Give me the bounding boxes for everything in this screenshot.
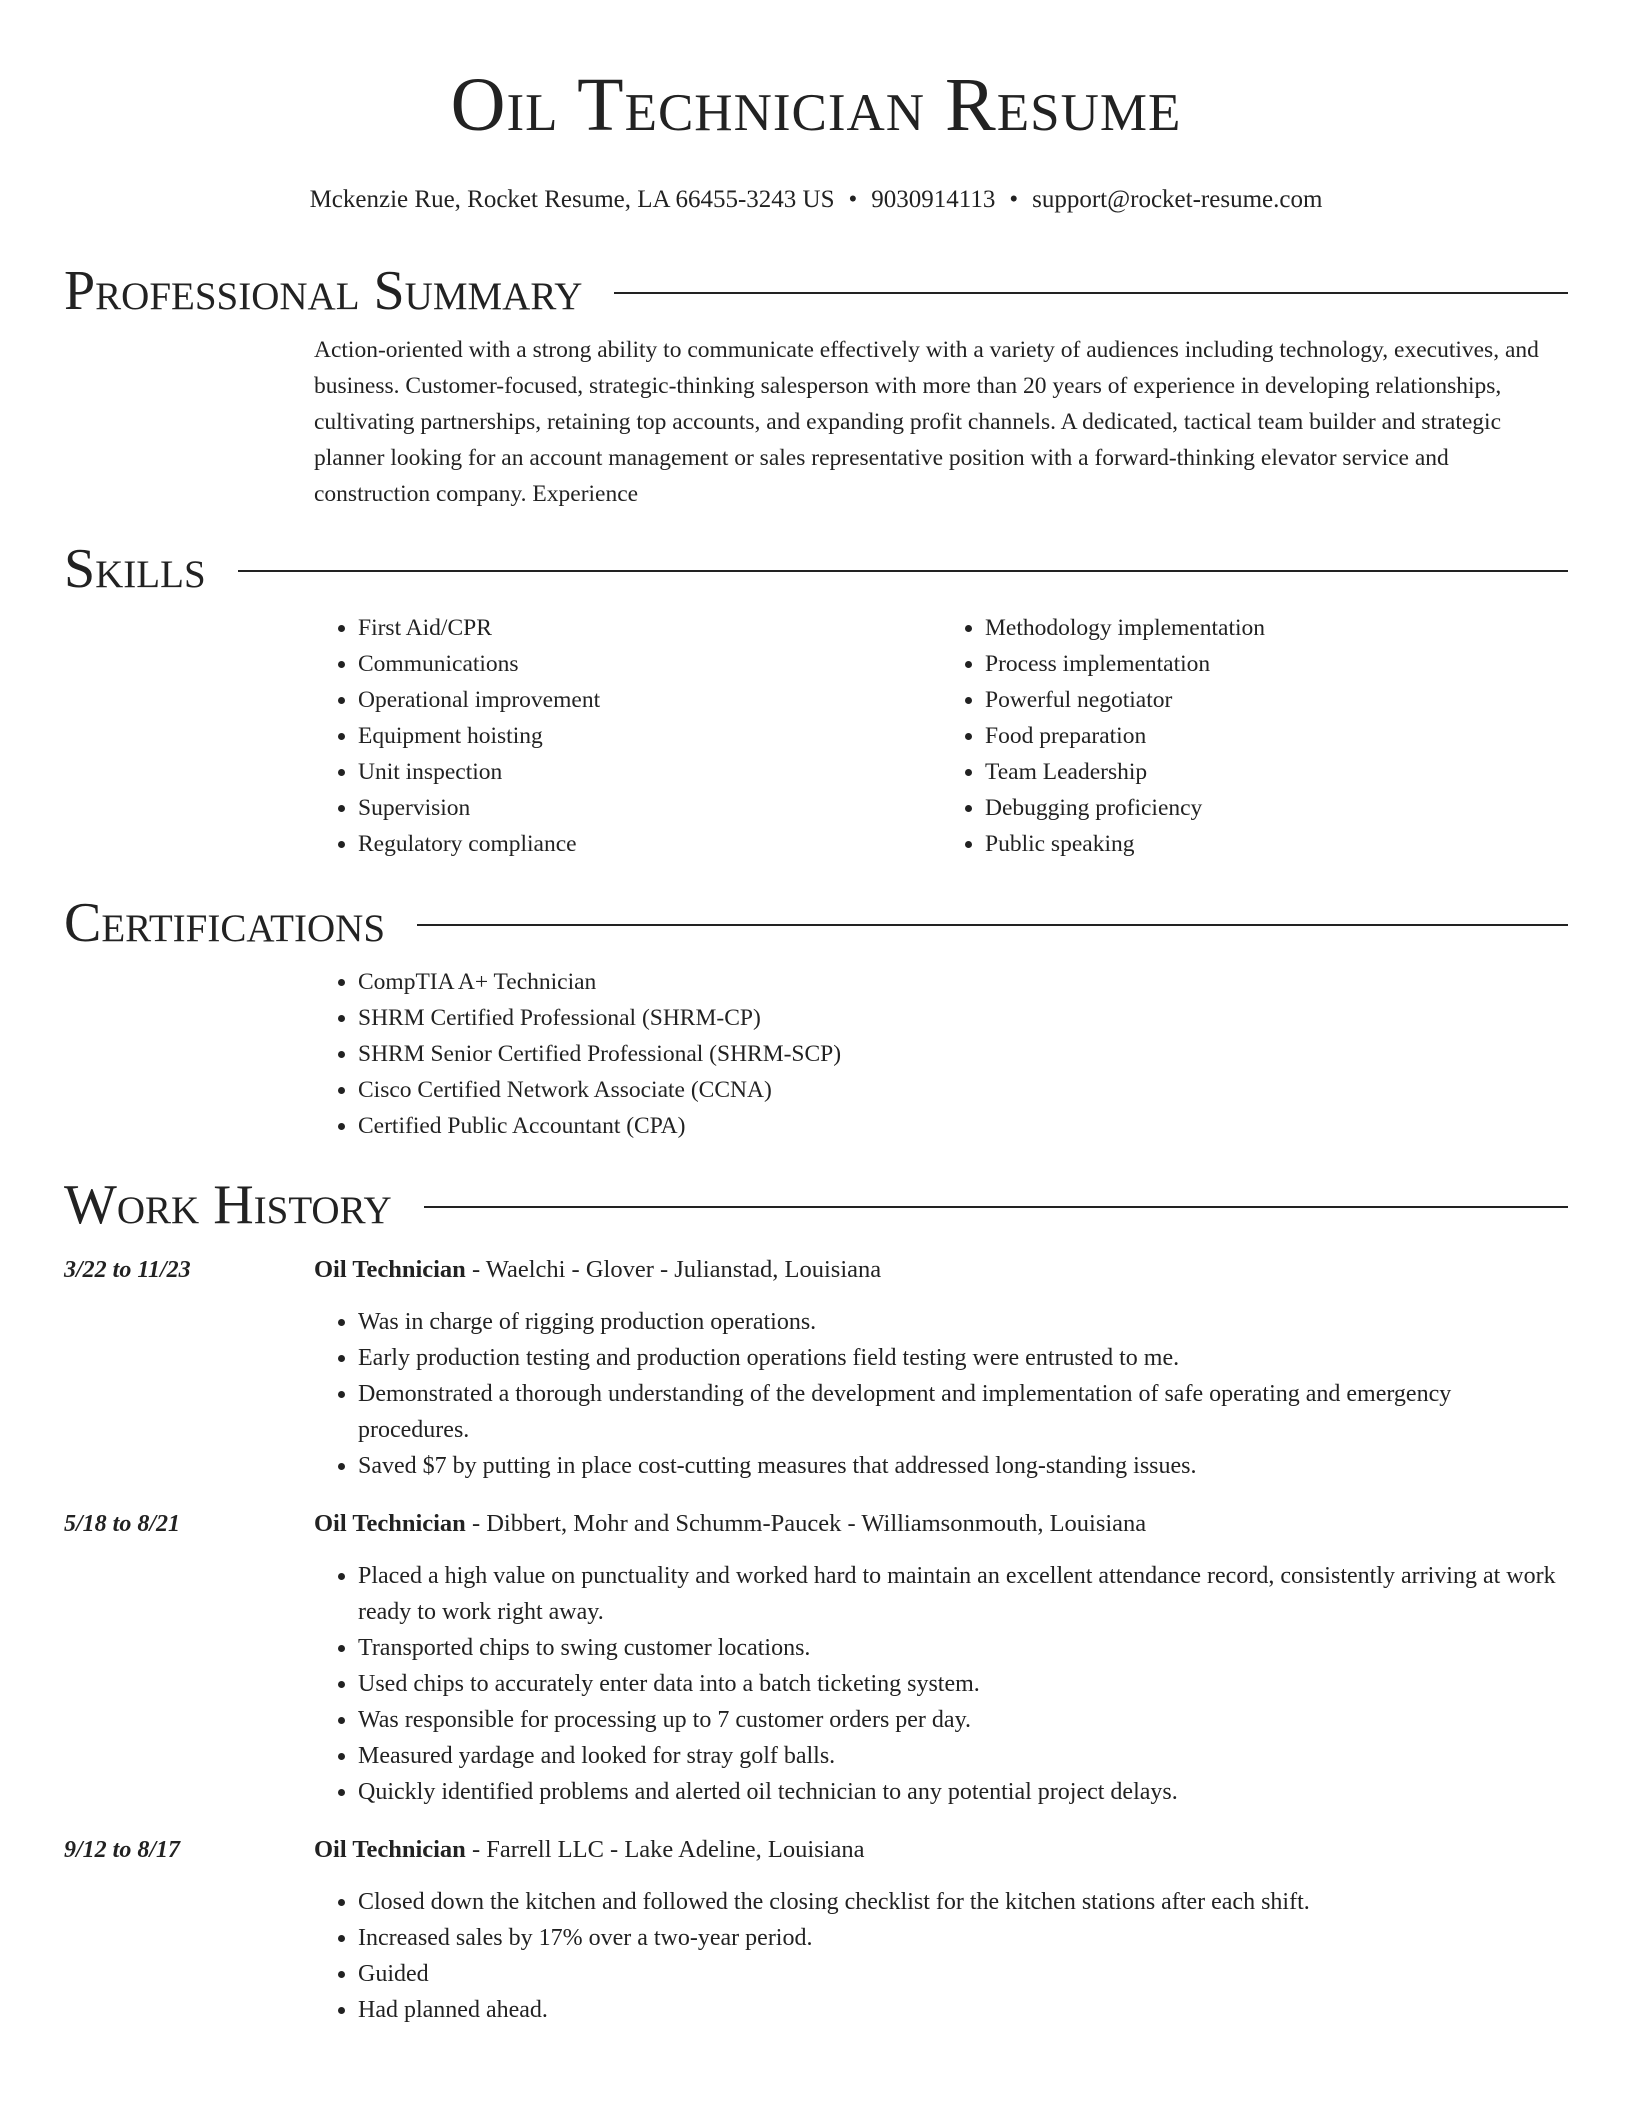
job-bullets [314,1884,1568,2028]
skill-item: • Public speaking [985,826,1568,862]
job-bullet: • Placed a high value on punctuality and worked hard to maintain an excellent attendance record, consistently arriving at work ready to work right away. [358,1558,1568,1630]
summary-heading: Professional Summary [64,260,583,322]
job-dates: 5/18 to 8/21 [64,1511,181,1537]
skill-item: • Debugging proficiency [985,790,1568,826]
skills-column-right [941,610,1568,862]
job-bullet: • Used chips to accurately enter data into a batch ticketing system. [358,1666,1568,1702]
job-details [314,1832,1568,2028]
skill-item: • Process implementation [985,646,1568,682]
job-bullet: • Guided [358,1956,1568,1992]
job-bullet: • Quickly identified problems and alerted oil technician to any potential project delays. [358,1774,1568,1810]
job-heading [314,1506,1568,1542]
skill-item: • Food preparation [985,718,1568,754]
summary-section-header [64,260,1568,322]
contact-address: Mckenzie Rue, Rocket Resume, LA 66455-3243 US [309,186,835,213]
certifications-items [314,964,1568,1144]
contact-separator: • [848,186,858,213]
section-divider [614,292,1568,294]
certifications-list [314,964,1568,1144]
certification-item: • Cisco Certified Network Associate (CCNA) [358,1072,1568,1108]
job-entry [64,1252,1568,1484]
job-entry [64,1832,1568,2028]
certification-item: • SHRM Senior Certified Professional (SHRM-SCP) [358,1036,1568,1072]
job-employer-location: - Dibbert, Mohr and Schumm-Paucek - Williamsonmouth, Louisiana [465,1510,1147,1537]
skill-item: • Methodology implementation [985,610,1568,646]
skill-item: • Regulatory compliance [358,826,941,862]
job-title: Oil Technician [314,1256,466,1283]
summary-text: Action-oriented with a strong ability to communicate effectively with a variety of audiences including technology, executives, and business. Customer-focused, strategic-thinking salesperson with more than 20 years of experience in developing relationships, cultivating partnerships, retaining top accounts, and expanding profit channels. A dedicated, tactical team builder and strategic planner looking for an account management or sales representative position with a forward-thinking elevator service and construction company. Experience [314,337,1539,507]
job-details [314,1506,1568,1810]
job-bullet: • Measured yardage and looked for stray golf balls. [358,1738,1568,1774]
skill-item: • Powerful negotiator [985,682,1568,718]
section-divider [238,570,1568,572]
skill-item: • Operational improvement [358,682,941,718]
work-section-header [64,1174,1568,1236]
job-employer-location: - Farrell LLC - Lake Adeline, Louisiana [465,1836,865,1863]
certification-item: • CompTIA A+ Technician [358,964,1568,1000]
job-bullets [314,1558,1568,1810]
job-heading [314,1252,1568,1288]
job-details [314,1252,1568,1484]
contact-phone: 9030914113 [871,186,996,213]
job-bullet: • Was responsible for processing up to 7 customer orders per day. [358,1702,1568,1738]
skill-item: • Equipment hoisting [358,718,941,754]
skill-item: • Supervision [358,790,941,826]
certification-item: • Certified Public Accountant (CPA) [358,1108,1568,1144]
job-bullets [314,1304,1568,1484]
work-history-list [64,1252,1568,2028]
job-entry [64,1506,1568,1810]
work-heading: Work History [64,1174,392,1236]
job-title: Oil Technician [314,1836,466,1863]
contact-separator: • [1009,186,1019,213]
skills-heading: Skills [64,538,206,600]
resume-title: Oil Technician Resume [450,63,1182,147]
job-bullet: • Saved $7 by putting in place cost-cutting measures that addressed long-standing issues. [358,1448,1568,1484]
job-bullet: • Was in charge of rigging production operations. [358,1304,1568,1340]
job-bullet: • Transported chips to swing customer locations. [358,1630,1568,1666]
certifications-heading: Certifications [64,892,386,954]
certification-item: • SHRM Certified Professional (SHRM-CP) [358,1000,1568,1036]
job-dates: 9/12 to 8/17 [64,1837,181,1863]
skills-list [314,610,1568,862]
section-divider [424,1206,1568,1208]
contact-line [64,184,1568,216]
job-bullet: • Increased sales by 17% over a two-year period. [358,1920,1568,1956]
skill-item: • Team Leadership [985,754,1568,790]
section-divider [417,924,1568,926]
contact-email[interactable]: support@rocket-resume.com [1032,186,1323,213]
job-heading [314,1832,1568,1868]
job-employer-location: - Waelchi - Glover - Julianstad, Louisiana [465,1256,882,1283]
skills-column-left [314,610,941,862]
skill-item: • First Aid/CPR [358,610,941,646]
certifications-section-header [64,892,1568,954]
job-bullet: • Had planned ahead. [358,1992,1568,2028]
skills-section-header [64,538,1568,600]
skill-item: • Unit inspection [358,754,941,790]
job-dates: 3/22 to 11/23 [64,1257,191,1283]
job-title: Oil Technician [314,1510,466,1537]
job-bullet: • Demonstrated a thorough understanding of the development and implementation of safe operating and emergency procedures. [358,1376,1568,1448]
skill-item: • Communications [358,646,941,682]
job-bullet: • Closed down the kitchen and followed the closing checklist for the kitchen stations after each shift. [358,1884,1568,1920]
job-bullet: • Early production testing and production operations field testing were entrusted to me. [358,1340,1568,1376]
